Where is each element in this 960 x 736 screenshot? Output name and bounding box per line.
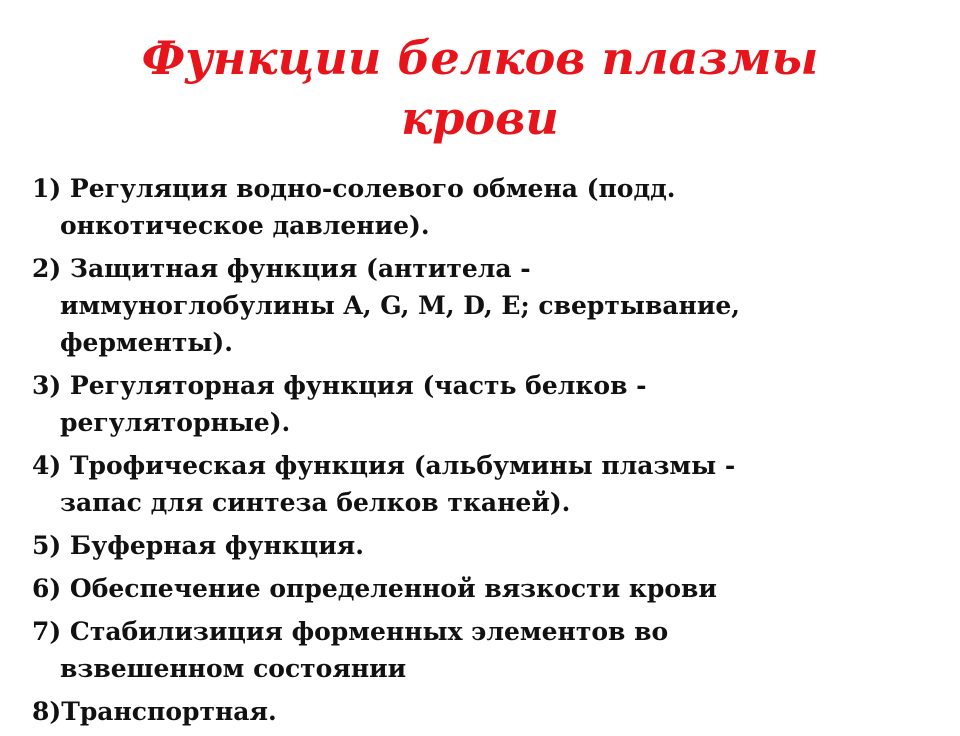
function-list — [32, 170, 932, 736]
list-item — [32, 527, 932, 564]
list-item — [32, 170, 932, 244]
list-item-line: взвешенном состоянии — [60, 654, 407, 683]
list-item — [32, 250, 932, 361]
slide-title — [80, 28, 880, 148]
list-item-line: 7) Стабилизиция форменных элементов во — [32, 617, 669, 646]
list-item-line: ферменты). — [60, 328, 233, 357]
list-item-line: регуляторные). — [60, 408, 291, 437]
list-item — [32, 447, 932, 521]
list-item-line: 8)Транспортная. — [32, 697, 277, 726]
list-item-line: 6) Обеспечение определенной вязкости крови — [32, 574, 717, 603]
list-item-line: иммуноглобулины A, G, M, D, E; свертывание, — [60, 291, 740, 320]
list-item-line: 1) Регуляция водно-солевого обмена (подд. — [32, 174, 676, 203]
list-item — [32, 570, 932, 607]
list-item — [32, 613, 932, 687]
list-item-line: 3) Регуляторная функция (часть белков - — [32, 371, 647, 400]
list-item-line: 2) Защитная функция (антитела - — [32, 254, 531, 283]
list-item-line: онкотическое давление). — [60, 211, 430, 240]
slide-title-line: крови — [401, 91, 559, 145]
list-item-line: 4) Трофическая функция (альбумины плазмы - — [32, 451, 736, 480]
list-item-line: 5) Буферная функция. — [32, 531, 364, 560]
list-item-line: запас для синтеза белков тканей). — [60, 488, 571, 517]
list-item — [32, 693, 932, 730]
list-item — [32, 367, 932, 441]
slide-title-line: Функции белков плазмы — [141, 31, 819, 85]
